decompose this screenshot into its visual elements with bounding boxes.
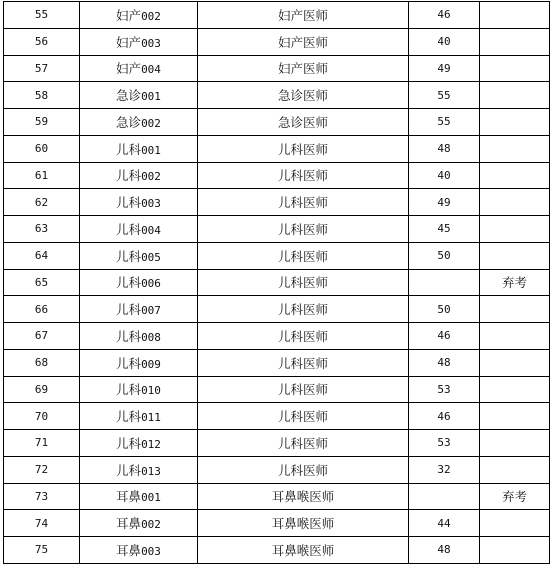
position-name: 儿科医师 xyxy=(198,135,409,162)
table-row xyxy=(4,323,550,350)
row-index: 57 xyxy=(4,55,80,82)
score-table-body xyxy=(4,2,550,564)
position-name: 急诊医师 xyxy=(198,109,409,136)
position-name: 急诊医师 xyxy=(198,82,409,109)
exam-score: 49 xyxy=(409,189,480,216)
remark: 弃考 xyxy=(480,269,550,296)
table-row xyxy=(4,135,550,162)
position-name: 妇产医师 xyxy=(198,28,409,55)
position-name: 儿科医师 xyxy=(198,430,409,457)
exam-score: 55 xyxy=(409,109,480,136)
row-index: 56 xyxy=(4,28,80,55)
candidate-code: 儿科013 xyxy=(80,456,198,483)
table-row xyxy=(4,403,550,430)
candidate-code: 耳鼻003 xyxy=(80,537,198,564)
candidate-code: 急诊002 xyxy=(80,109,198,136)
remark xyxy=(480,349,550,376)
table-row xyxy=(4,28,550,55)
position-name: 儿科医师 xyxy=(198,162,409,189)
candidate-code: 儿科009 xyxy=(80,349,198,376)
candidate-code: 儿科002 xyxy=(80,162,198,189)
exam-score: 50 xyxy=(409,296,480,323)
position-name: 儿科医师 xyxy=(198,242,409,269)
row-index: 55 xyxy=(4,2,80,29)
remark xyxy=(480,189,550,216)
candidate-code: 耳鼻001 xyxy=(80,483,198,510)
position-name: 耳鼻喉医师 xyxy=(198,537,409,564)
candidate-code: 急诊001 xyxy=(80,82,198,109)
position-name: 儿科医师 xyxy=(198,456,409,483)
remark xyxy=(480,216,550,243)
candidate-code: 儿科001 xyxy=(80,135,198,162)
remark xyxy=(480,296,550,323)
remark xyxy=(480,2,550,29)
row-index: 64 xyxy=(4,242,80,269)
table-row xyxy=(4,537,550,564)
exam-score: 55 xyxy=(409,82,480,109)
row-index: 75 xyxy=(4,537,80,564)
table-row xyxy=(4,269,550,296)
candidate-code: 妇产002 xyxy=(80,2,198,29)
candidate-code: 儿科003 xyxy=(80,189,198,216)
candidate-code: 儿科008 xyxy=(80,323,198,350)
exam-score: 44 xyxy=(409,510,480,537)
exam-score: 40 xyxy=(409,28,480,55)
candidate-code: 儿科012 xyxy=(80,430,198,457)
table-row xyxy=(4,162,550,189)
row-index: 73 xyxy=(4,483,80,510)
row-index: 72 xyxy=(4,456,80,483)
position-name: 耳鼻喉医师 xyxy=(198,483,409,510)
table-row xyxy=(4,2,550,29)
exam-score: 50 xyxy=(409,242,480,269)
exam-score: 40 xyxy=(409,162,480,189)
remark xyxy=(480,242,550,269)
exam-score xyxy=(409,269,480,296)
table-row xyxy=(4,82,550,109)
position-name: 儿科医师 xyxy=(198,296,409,323)
position-name: 妇产医师 xyxy=(198,2,409,29)
candidate-code: 儿科006 xyxy=(80,269,198,296)
remark: 弃考 xyxy=(480,483,550,510)
position-name: 儿科医师 xyxy=(198,376,409,403)
remark xyxy=(480,135,550,162)
remark xyxy=(480,510,550,537)
position-name: 耳鼻喉医师 xyxy=(198,510,409,537)
row-index: 71 xyxy=(4,430,80,457)
remark xyxy=(480,55,550,82)
row-index: 68 xyxy=(4,349,80,376)
table-row xyxy=(4,510,550,537)
row-index: 58 xyxy=(4,82,80,109)
position-name: 儿科医师 xyxy=(198,403,409,430)
remark xyxy=(480,82,550,109)
row-index: 62 xyxy=(4,189,80,216)
table-row xyxy=(4,189,550,216)
table-row xyxy=(4,430,550,457)
remark xyxy=(480,403,550,430)
table-row xyxy=(4,109,550,136)
exam-score: 46 xyxy=(409,2,480,29)
exam-score: 48 xyxy=(409,537,480,564)
table-row xyxy=(4,296,550,323)
row-index: 65 xyxy=(4,269,80,296)
table-row xyxy=(4,456,550,483)
row-index: 69 xyxy=(4,376,80,403)
remark xyxy=(480,430,550,457)
position-name: 儿科医师 xyxy=(198,323,409,350)
table-row xyxy=(4,55,550,82)
candidate-code: 儿科011 xyxy=(80,403,198,430)
row-index: 70 xyxy=(4,403,80,430)
table-row xyxy=(4,349,550,376)
remark xyxy=(480,537,550,564)
table-row xyxy=(4,216,550,243)
remark xyxy=(480,456,550,483)
candidate-code: 妇产003 xyxy=(80,28,198,55)
candidate-code: 妇产004 xyxy=(80,55,198,82)
position-name: 儿科医师 xyxy=(198,216,409,243)
position-name: 妇产医师 xyxy=(198,55,409,82)
exam-score: 48 xyxy=(409,349,480,376)
exam-score: 53 xyxy=(409,376,480,403)
exam-score: 46 xyxy=(409,323,480,350)
exam-score: 49 xyxy=(409,55,480,82)
position-name: 儿科医师 xyxy=(198,349,409,376)
row-index: 60 xyxy=(4,135,80,162)
row-index: 59 xyxy=(4,109,80,136)
remark xyxy=(480,162,550,189)
remark xyxy=(480,109,550,136)
candidate-code: 耳鼻002 xyxy=(80,510,198,537)
candidate-code: 儿科007 xyxy=(80,296,198,323)
exam-score: 48 xyxy=(409,135,480,162)
row-index: 61 xyxy=(4,162,80,189)
table-row xyxy=(4,242,550,269)
candidate-code: 儿科004 xyxy=(80,216,198,243)
exam-score xyxy=(409,483,480,510)
exam-score: 32 xyxy=(409,456,480,483)
row-index: 67 xyxy=(4,323,80,350)
candidate-code: 儿科005 xyxy=(80,242,198,269)
remark xyxy=(480,323,550,350)
score-table xyxy=(3,1,550,564)
exam-score: 45 xyxy=(409,216,480,243)
candidate-code: 儿科010 xyxy=(80,376,198,403)
exam-score: 53 xyxy=(409,430,480,457)
remark xyxy=(480,376,550,403)
position-name: 儿科医师 xyxy=(198,189,409,216)
position-name: 儿科医师 xyxy=(198,269,409,296)
row-index: 74 xyxy=(4,510,80,537)
table-row xyxy=(4,483,550,510)
row-index: 63 xyxy=(4,216,80,243)
table-row xyxy=(4,376,550,403)
exam-score: 46 xyxy=(409,403,480,430)
row-index: 66 xyxy=(4,296,80,323)
remark xyxy=(480,28,550,55)
